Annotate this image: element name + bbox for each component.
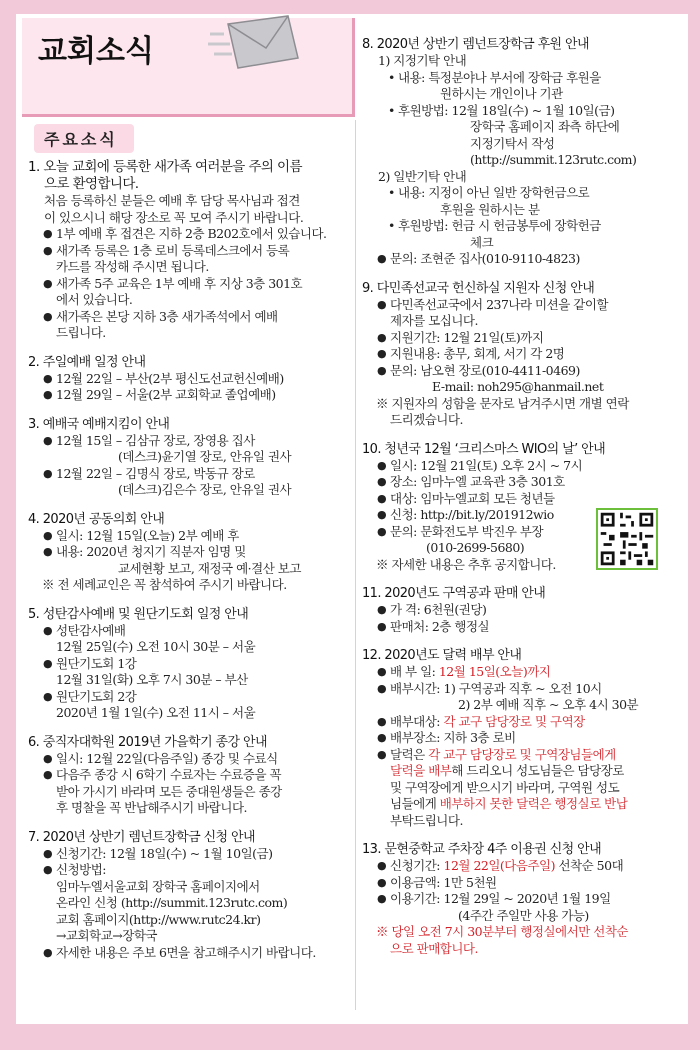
list-item: ● 문의: 문화전도부 박진우 부장 [362,524,680,541]
list-item: ● 배부장소: 지하 3층 로비 [362,730,680,747]
list-item: • 내용: 지정이 아닌 일반 장학헌금으로 [362,185,680,202]
note-red-cont: 으로 판매합니다. [390,940,478,956]
frame-top [0,0,700,14]
list-item-cont: (데스크)김은수 장로, 안유일 권사 [118,482,292,497]
list-item: ● 성탄감사예배 [28,623,350,640]
list-item: ● 12월 29일 – 서울(2부 교회학교 졸업예배) [28,387,350,404]
list-item-cont: 2020년 1월 1일(수) 오전 11시 – 서울 [56,705,256,720]
section-title: 5. 성탄감사예배 및 원단기도회 일정 안내 [28,606,249,622]
qr-code[interactable] [596,508,658,570]
section-title: 9. 다민족선교국 헌신하실 지원자 신청 안내 [362,280,595,296]
list-item-cont: 장학국 홈페이지 좌측 하단에 [470,119,620,134]
list-item: ● 새가족 등록은 1층 로비 등록데스크에서 등록 [28,243,350,260]
list-item: ● 배부시간: 1) 구역공과 직후 ~ 오전 10시 [362,681,680,698]
text-line: 이 있으시니 해당 장소로 꼭 모여 주시기 바랍니다. [44,209,304,225]
list-item-cont: 2) 2부 예배 직후 ~ 오후 4시 30분 [458,697,639,712]
page-title: 교회소식 [38,34,154,69]
list-item: ● 12월 22일 – 부산(2부 평신도선교헌신예배) [28,371,350,388]
highlight-target: 각 교구 담당장로 및 구역장 [443,713,585,729]
list-item-cont: 카드를 작성해 주시면 됩니다. [56,259,209,274]
list-item: ● 12월 15일 – 김삼규 장로, 장영용 집사 [28,433,350,450]
highlight-date: 12월 22일(다음주일) [443,858,555,873]
list-item: ● 1부 예배 후 접견은 지하 2층 B202호에서 있습니다. [28,226,350,243]
list-item-cont: 부탁드립니다. [390,812,463,828]
list-item: ● 내용: 2020년 청지기 직분자 임명 및 [28,544,350,561]
section-13 [362,841,680,957]
label: 배 부 일: [390,664,439,679]
section-5 [28,606,350,722]
list-item-cont: 받아 가시기 바라며 모든 중대원생들은 종강 [56,783,282,799]
column-divider [355,120,356,1010]
list-item [362,858,680,875]
section-title: 12. 2020년도 달력 배부 안내 [362,648,522,663]
list-item-cont: 온라인 신청 (http://summit.123rutc.com) [56,895,288,910]
list-item: ● 지원기간: 12월 21일(토)까지 [362,330,680,347]
section-title: 7. 2020년 상반기 렘넌트장학금 신청 안내 [28,829,255,845]
sub-heading: 1) 지정기탁 안내 [378,53,467,68]
note-cont: 드리겠습니다. [390,412,463,427]
section-title: 3. 예배국 예배지킴이 안내 [28,416,170,432]
section-11 [362,585,680,635]
list-item: ● 새가족은 본당 지하 3층 새가족석에서 예배 [28,309,350,326]
list-item-cont: 후 명찰을 꼭 반납해주시기 바랍니다. [56,800,247,815]
list-item-cont: (010-2699-5680) [426,540,525,555]
list-item-cont: 12월 31일(화) 오후 7시 30분 – 부산 [56,672,248,687]
note: ※ 지원자의 성함을 문자로 남겨주시면 개별 연락 [376,395,629,411]
section-title: 2. 주일예배 일정 안내 [28,354,146,370]
list-item: ● 대상: 임마누엘교회 모든 청년들 [362,491,680,508]
list-item-cont: 교회 홈페이지(http://www.rutc24.kr) [56,911,261,927]
text: 선착순 50대 [555,858,624,873]
section-10-body [362,458,680,574]
list-item: ● 12월 22일 – 김명식 장로, 박동규 장로 [28,466,350,483]
envelope-icon [206,14,306,86]
text: 해 드리오니 성도님들은 담당장로 [451,763,624,778]
list-item: ● 이용기간: 12월 29일 ~ 2020년 1월 19일 [362,891,680,908]
list-item: ● 장소: 임마누엘 교육관 3층 301호 [362,474,680,491]
frame-bottom [0,1024,700,1050]
list-item: ● 자세한 내용은 주보 6면을 참고해주시기 바랍니다. [28,945,350,962]
list-item [362,714,680,731]
section-title: 10. 청년국 12월 ‘크리스마스 WIO의 날’ 안내 [362,441,606,457]
frame-right [688,0,700,1050]
section-title-cont: 으로 환영합니다. [44,176,139,192]
list-item: ● 문의: 조현준 집사(010-9110-4823) [362,251,680,268]
list-item: ● 다민족선교국에서 237나라 미션을 같이할 [362,297,680,314]
frame-left [0,0,16,1050]
text: 님들에게 [390,796,440,811]
list-item-cont: 제자를 모십니다. [390,313,478,328]
list-item: ● 일시: 12월 22일(다음주일) 종강 및 수료식 [28,751,350,768]
list-item: ● 이용금액: 1만 5천원 [362,875,680,892]
list-item-cont: 및 구역장에게 받으시기 바라며, 구역원 성도 [390,779,620,795]
list-item-cont: 에서 있습니다. [56,292,133,307]
section-title: 13. 문현중학교 주차장 4주 이용권 신청 안내 [362,842,602,857]
highlight-date: 12월 15일(오늘)까지 [438,664,551,679]
text-line: 처음 등록하신 분들은 예배 후 담당 목사님과 접견 [44,193,300,208]
left-column [28,122,350,973]
email-line: E-mail: noh295@hanmail.net [432,379,604,394]
list-item-cont: (http://summit.123rutc.com) [470,152,637,167]
list-item: ● 판매처: 2층 행정실 [362,619,680,636]
highlight: 달력을 배부 [390,763,452,778]
list-item: ● 신청기간: 12월 18일(수) ~ 1월 10일(금) [28,846,350,863]
section-9 [362,280,680,429]
section-3 [28,416,350,499]
list-item-cont: 원하시는 개인이나 기관 [440,86,563,101]
section-7 [28,829,350,962]
list-item-cont: →교회학교→장학국 [56,928,157,943]
section-2 [28,354,350,404]
right-column [362,36,680,969]
list-item-cont: 지정기탁서 작성 [470,135,555,151]
list-item: ● 신청: http://bit.ly/201912wio [362,507,680,524]
list-item: ● 문의: 남오현 장로(010-4411-0469) [362,363,680,380]
section-title: 8. 2020년 상반기 렘넌트장학금 후원 안내 [362,37,589,52]
list-item: • 내용: 특정분야나 부서에 장학금 후원을 [362,70,680,87]
label: 신청기간: [390,858,444,873]
list-item: ● 일시: 12월 15일(오늘) 2부 예배 후 [28,528,350,545]
section-title [28,159,350,176]
section-1 [28,159,350,342]
list-item: ● 지원내용: 총무, 회계, 서기 각 2명 [362,346,680,363]
section-8 [362,36,680,268]
section-12 [362,647,680,829]
list-item-cont: 12월 25일(수) 오전 10시 30분 – 서울 [56,639,256,654]
list-item-cont: 후원을 원하시는 분 [440,201,540,217]
label: 배부대상: [390,713,444,729]
list-item-cont [362,763,680,780]
note: ※ 자세한 내용은 추후 공지합니다. [376,556,556,572]
list-item: ● 다음주 종강 시 6학기 수료자는 수료증을 꼭 [28,767,350,784]
list-item: ● 일시: 12월 21일(토) 오후 2시 ~ 7시 [362,458,680,475]
list-item-cont: (데스크)윤기열 장로, 안유일 권사 [118,449,292,464]
highlight: 배부하지 못한 달력은 행정실로 반납 [439,796,628,811]
sub-heading: 2) 일반기탁 안내 [378,168,467,184]
list-item: • 후원방법: 헌금 시 헌금봉투에 장학헌금 [362,218,680,235]
section-6 [28,734,350,817]
list-item: ● 원단기도회 1강 [28,656,350,673]
list-item-cont [362,796,680,813]
list-item: ● 가 격: 6천원(권당) [362,602,680,619]
list-item: ● 새가족 5주 교육은 1부 예배 후 지상 3층 301호 [28,276,350,293]
section-title: 6. 중직자대학원 2019년 가을학기 종강 안내 [28,734,267,750]
note-red: ※ 당일 오전 7시 30분부터 행정실에서만 선착순 [376,924,628,939]
list-item [362,664,680,681]
list-item [362,747,680,764]
list-item-cont: 체크 [470,234,494,250]
note: ※ 전 세례교인은 꼭 참석하여 주시기 바랍니다. [42,577,287,592]
list-item-cont: 드립니다. [56,325,106,340]
main-heading: 주요소식 [34,124,134,153]
section-4 [28,511,350,594]
section-10 [362,441,680,574]
list-item-cont: (4주간 주일만 사용 가능) [458,907,589,923]
section-title: 4. 2020년 공동의회 안내 [28,511,165,527]
section-title: 11. 2020년도 구역공과 판매 안내 [362,586,546,601]
title-line: 1. 오늘 교회에 등록한 새가족 여러분을 주의 이름 [28,159,302,175]
list-item-cont: 교세현황 보고, 재정국 예·결산 보고 [118,560,301,576]
list-item: • 후원방법: 12월 18일(수) ~ 1월 10일(금) [362,103,680,120]
highlight: 각 교구 담당장로 및 구역장님들에게 [428,746,616,762]
list-item: ● 신청방법: [28,862,350,879]
text: 달력은 [390,746,429,762]
list-item: ● 원단기도회 2강 [28,689,350,706]
list-item-cont: 임마누엘서울교회 장학국 홈페이지에서 [56,878,260,894]
